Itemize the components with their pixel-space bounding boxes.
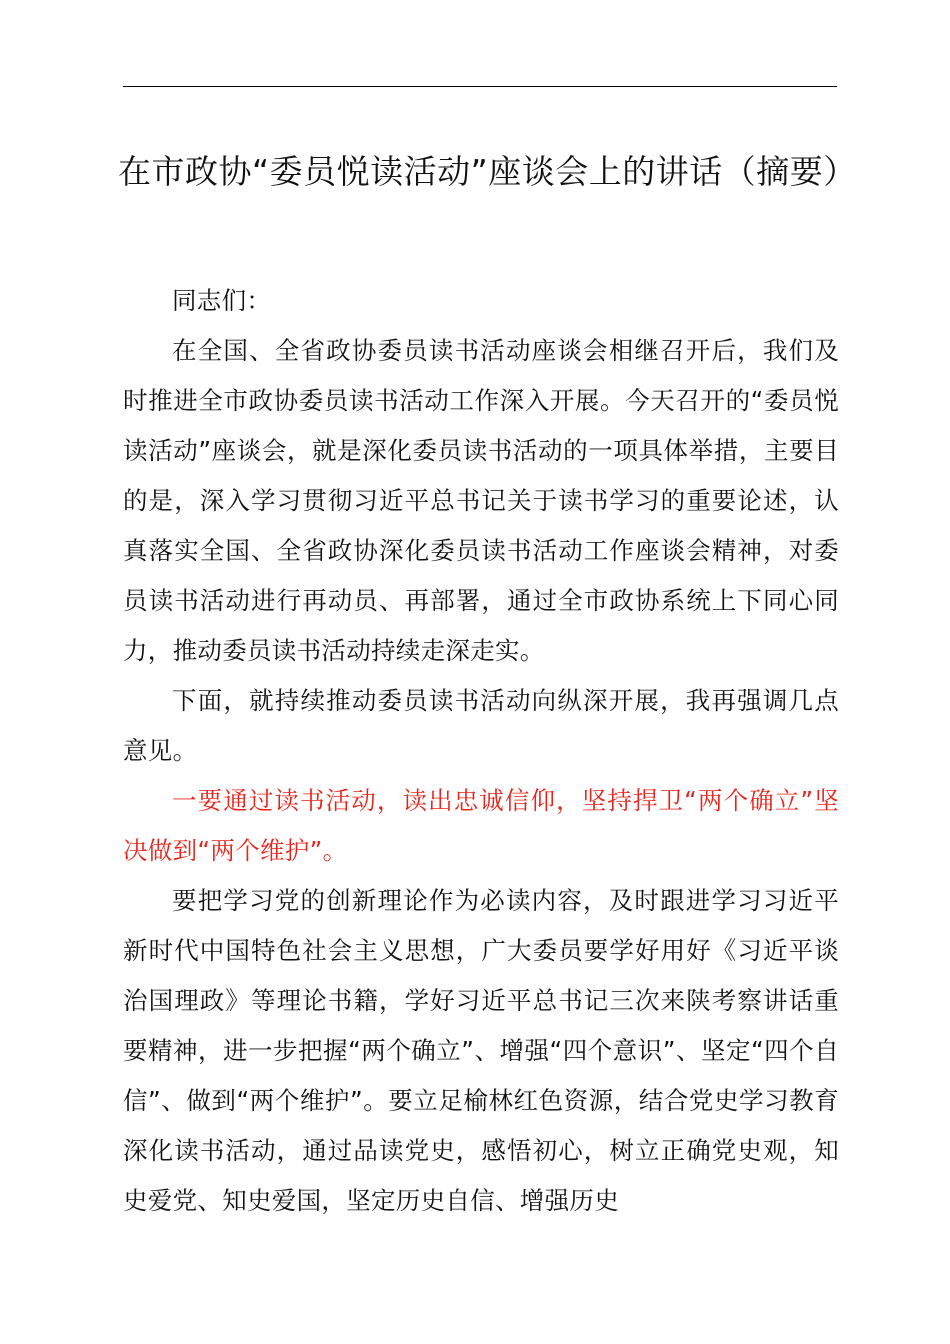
document-title: 在市政协“委员悦读活动”座谈会上的讲话（摘要）	[118, 152, 857, 191]
salutation: 同志们：	[172, 286, 272, 315]
point-body: 要把学习党的创新理论作为必读内容，及时跟进学习习近平新时代中国特色社会主义思想，广大委员要学好用好《习近平谈治国理政》等理论书籍，学好习近平总书记三次来陕考察讲话重要精神，进一步把握“两个确立”、增强“四个意识”、坚定“四个自信”、做到“两个维护”。要立足榆林红色资源，结合党史学习教育深化读书活动，通过品读党史，感悟初心，树立正确党史观，知史爱党、知史爱国，坚定历史自信、增强历史	[123, 886, 839, 1215]
point-heading: 一要通过读书活动，读出忠诚信仰，坚持捍卫“两个确立”坚决做到“两个维护”。	[123, 786, 839, 865]
paragraph-intro: 在全国、全省政协委员读书活动座谈会相继召开后，我们及时推进全市政协委员读书活动工作深入开展。今天召开的“委员悦读活动”座谈会，就是深化委员读书活动的一项具体举措，主要目的是，深入学习贯彻习近平总书记关于读书学习的重要论述，认真落实全国、全省政协深化委员读书活动工作座谈会精神，对委员读书活动进行再动员、再部署，通过全市政协系统上下同心同力，推动委员读书活动持续走深走实。	[123, 336, 839, 665]
header-rule	[123, 86, 837, 87]
document-body	[123, 276, 839, 1226]
paragraph-transition: 下面，就持续推动委员读书活动向纵深开展，我再强调几点意见。	[123, 686, 839, 765]
